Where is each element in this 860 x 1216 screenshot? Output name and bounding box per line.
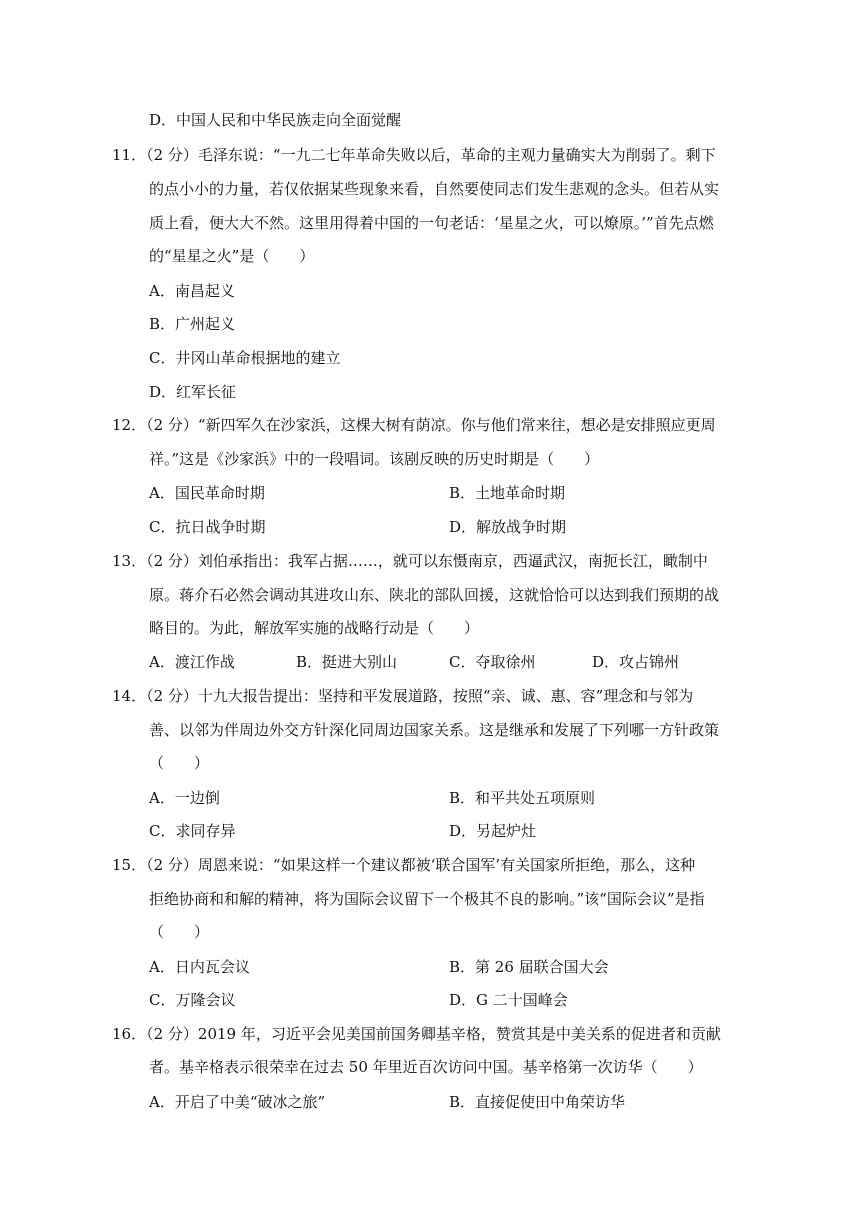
q10-option-d: D．中国人民和中华民族走向全面觉醒 — [149, 111, 402, 129]
q15-stem-line-1: 15．（2 分）周恩来说：“如果这样一个建议都被‘联合国军’有关国家所拒绝，那么，这种 — [112, 856, 696, 874]
q11-stem-line-2: 的点小小的力量，若仅依据某些现象来看，自然要使同志们发生悲观的念头。但若从实 — [149, 180, 720, 198]
q14-option-d: D．另起炉灶 — [449, 822, 537, 840]
q13-stem-line-1: 13．（2 分）刘伯承指出：我军占据……，就可以东慑南京，西逼武汉，南扼长江，瞰制中 — [112, 552, 708, 570]
q13-option-c: C．夺取徐州 — [449, 653, 536, 671]
q11-stem-line-1: 11．（2 分）毛泽东说：“一九二七年革命失败以后，革命的主观力量确实大为削弱了。剩下 — [112, 146, 716, 164]
q11-option-d: D．红军长征 — [149, 383, 237, 401]
q12-option-d: D．解放战争时期 — [449, 518, 567, 536]
q11-stem-line-4: 的“星星之火”是（ ） — [149, 247, 315, 265]
q12-option-a: A．国民革命时期 — [149, 484, 265, 502]
q15-stem-line-3: （ ） — [149, 923, 210, 941]
q11-option-c: C．井冈山革命根据地的建立 — [149, 349, 341, 367]
q14-option-a: A．一边倒 — [149, 789, 220, 807]
q13-option-b: B．挺进大别山 — [296, 653, 398, 671]
q15-option-c: C．万隆会议 — [149, 991, 236, 1009]
q11-option-b: B．广州起义 — [149, 315, 236, 333]
q14-option-b: B．和平共处五项原则 — [449, 789, 596, 807]
q11-option-a: A．南昌起义 — [149, 282, 235, 300]
q11-stem-line-3: 质上看，便大大不然。这里用得着中国的一句老话：‘星星之火，可以燎原。’”首先点燃 — [149, 214, 714, 232]
q16-option-a: A．开启了中美“破冰之旅” — [149, 1093, 326, 1111]
q15-option-a: A．日内瓦会议 — [149, 958, 250, 976]
q12-option-c: C．抗日战争时期 — [149, 518, 266, 536]
q15-option-d: D．G 二十国峰会 — [449, 991, 568, 1009]
q12-stem-line-2: 祥。”这是《沙家浜》中的一段唱词。该剧反映的历史时期是（ ） — [149, 450, 600, 468]
q14-stem-line-3: （ ） — [149, 754, 210, 772]
q12-stem-line-1: 12．（2 分）“新四军久在沙家浜，这棵大树有荫凉。你与他们常来往，想必是安排照应更周 — [112, 416, 716, 434]
q16-option-b: B．直接促使田中角荣访华 — [449, 1093, 626, 1111]
q14-stem-line-2: 善、以邻为伴周边外交方针深化同周边国家关系。这是继承和发展了下列哪一方针政策 — [149, 721, 720, 739]
q13-option-a: A．渡江作战 — [149, 653, 235, 671]
q16-stem-line-1: 16．（2 分）2019 年，习近平会见美国前国务卿基辛格，赞赏其是中美关系的促进者和贡献 — [112, 1025, 721, 1043]
q16-stem-line-2: 者。基辛格表示很荣幸在过去 50 年里近百次访问中国。基辛格第一次访华（ ） — [149, 1058, 703, 1076]
q13-option-d: D．攻占锦州 — [592, 653, 680, 671]
q14-option-c: C．求同存异 — [149, 822, 236, 840]
q14-stem-line-1: 14．（2 分）十九大报告提出：坚持和平发展道路，按照“亲、诚、惠、容”理念和与邻为 — [112, 687, 694, 705]
q15-option-b: B．第 26 届联合国大会 — [449, 958, 609, 976]
q13-stem-line-3: 略目的。为此，解放军实施的战略行动是（ ） — [149, 619, 480, 637]
q13-stem-line-2: 原。蒋介石必然会调动其进攻山东、陕北的部队回援，这就恰恰可以达到我们预期的战 — [149, 586, 720, 604]
q15-stem-line-2: 拒绝协商和和解的精神，将为国际会议留下一个极其不良的影响。”该“国际会议”是指 — [149, 890, 705, 908]
q12-option-b: B．土地革命时期 — [449, 484, 566, 502]
